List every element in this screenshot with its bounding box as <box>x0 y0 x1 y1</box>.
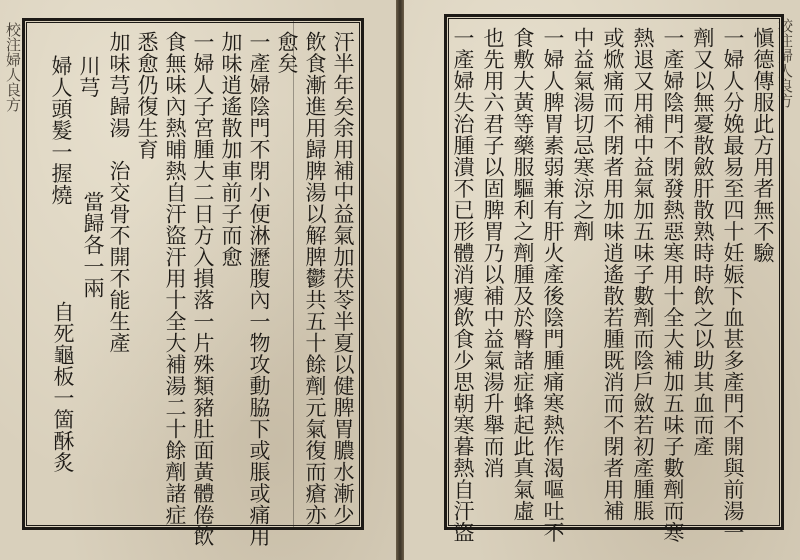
book-gutter <box>396 0 404 560</box>
ingredient-column: 自死龜板一箇酥炙 <box>51 301 75 473</box>
text-column: 一產婦失治腫潰不已形體消瘦飲食少思朝寒暮熱自汗盜 <box>451 27 475 543</box>
text-column: 熱退又用補中益氣加五味子數劑而陰戶斂若初產腫脹 <box>631 27 655 522</box>
right-edge-title: 校注婦人良方 <box>776 18 794 108</box>
left-page <box>0 0 396 560</box>
ingredient-column: 川芎 <box>77 55 101 98</box>
text-column: 汗半年矣余用補中益氣加茯苓半夏以健脾胃膿水漸少 <box>331 31 355 526</box>
text-column: 一婦人分娩最易至四十妊娠下血甚多產門不開與前湯一 <box>721 27 745 543</box>
left-text-frame <box>22 18 364 547</box>
text-column: 劑又以無憂散斂肝散熟時時飲之以助其血而產 <box>691 27 715 457</box>
text-column: 愼德傳服此方用者無不驗 <box>751 27 775 264</box>
text-column: 一婦人脾胃素弱兼有肝火產後陰門腫痛寒熱作渴嘔吐不 <box>541 27 565 543</box>
right-page <box>404 0 800 560</box>
text-column: 食無味內熱晡熱自汗盜汗用十全大補湯二十餘劑諸症 <box>163 31 187 526</box>
column-rule <box>293 21 294 527</box>
text-column: 中益氣湯切忌寒涼之劑 <box>571 27 595 242</box>
text-column: 悉愈仍復生育 <box>135 31 159 160</box>
text-column: 一婦人子宮腫大二日方入損落一片殊類豬肚面黃體倦飲 <box>191 31 215 547</box>
right-text-frame <box>444 14 784 543</box>
text-column: 一產婦陰門不閉發熱惡寒用十全大補加五味子數劑而寒 <box>661 27 685 543</box>
text-column: 也先用六君子以固脾胃乃以補中益氣湯升舉而消 <box>481 27 505 479</box>
left-edge-title: 校注婦人良方 <box>4 22 22 112</box>
ingredient-column: 當歸各一兩 <box>81 191 105 299</box>
text-column: 愈矣 <box>275 31 299 74</box>
text-column: 飲食漸進用歸脾湯以解脾鬱共五十餘劑元氣復而瘡亦 <box>303 31 327 526</box>
text-column: 食敷大黃等藥服驅利之劑腫及於臀諸症蜂起此真氣虛 <box>511 27 535 522</box>
formula-title: 加味芎歸湯 治交骨不開不能生產 <box>107 31 131 354</box>
text-column: 一產婦陰門不閉小便淋瀝腹內一物攻動脇下或脹或痛用 <box>247 31 271 547</box>
text-column: 加味逍遙散加車前子而愈 <box>219 31 243 268</box>
text-column: 或焮痛而不閉者用加味逍遙散若腫既消而不閉者用補 <box>601 27 625 522</box>
ingredient-column: 婦人頭髮一握燒 <box>49 55 73 206</box>
